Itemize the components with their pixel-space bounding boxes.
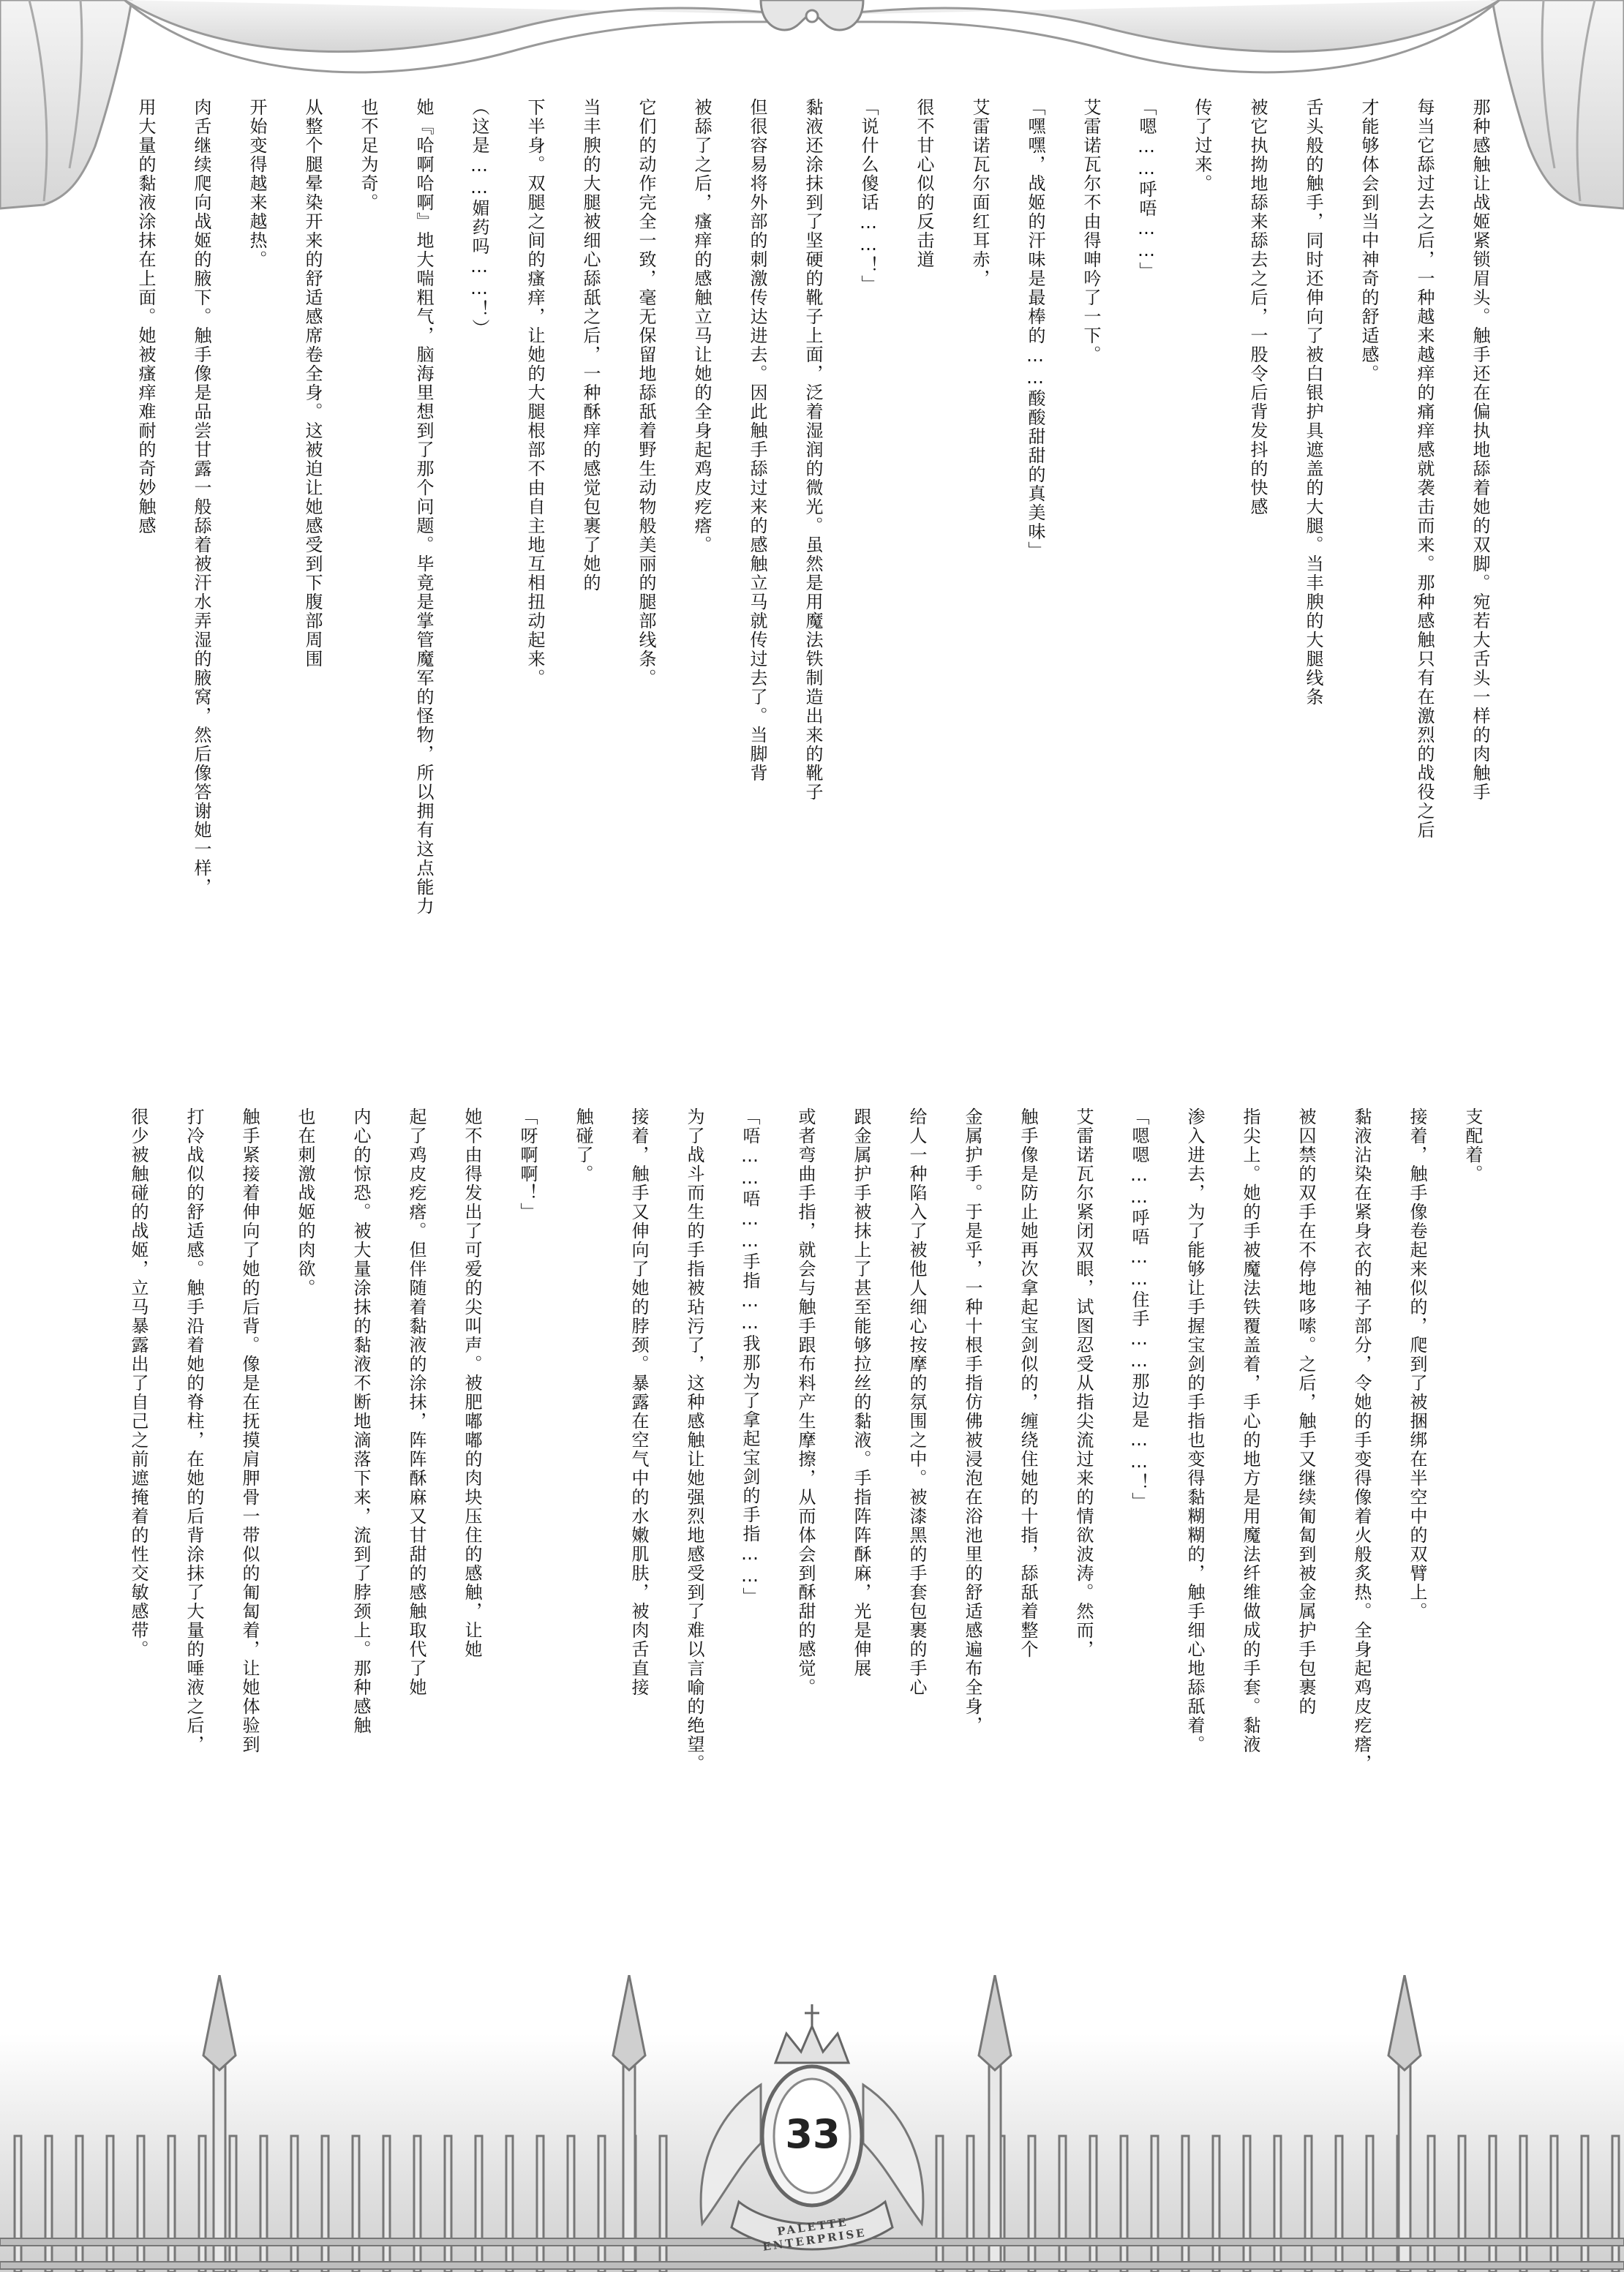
text-column: 跟金属护手被抹上了甚至能够拉丝的黏液。手指阵阵酥麻，光是伸展 (851, 1107, 871, 1678)
text-column: 传了过来。 (1192, 98, 1212, 193)
fence-bar (1551, 2136, 1557, 2272)
fence-bar (1274, 2136, 1281, 2272)
text-column: 触碰了。 (573, 1107, 593, 1184)
text-column: 或者弯曲手指，就会与触手跟布料产生摩擦，从而体会到酥甜的感觉。 (795, 1107, 816, 1697)
upper-text-block (128, 98, 1497, 1027)
fence-bar (260, 2136, 267, 2272)
fence-bar (1151, 2136, 1158, 2272)
text-column: 她不由得发出了可爱的尖叫声。被肥嘟嘟的肉块压住的感触，让她 (462, 1107, 482, 1659)
text-column: 当丰腴的大腿被细心舔舐之后，一种酥痒的感觉包裹了她的 (580, 98, 601, 593)
spear-tip (203, 1975, 236, 2070)
text-column: 艾雷诺瓦尔紧闭双眼，试图忍受从指尖流过来的情欲波涛。然而， (1073, 1107, 1094, 1659)
text-column: 支配着。 (1462, 1107, 1483, 1184)
fence-bar (1029, 2136, 1035, 2272)
fence-bar (1182, 2136, 1189, 2272)
fence-bar (1520, 2136, 1527, 2272)
fence-bar (1244, 2136, 1250, 2272)
text-column: 渗入进去，为了能够让手握宝剑的手指也变得黏糊糊的，触手细心地舔舐着。 (1184, 1107, 1205, 1754)
text-column: 每当它舔过去之后，一种越来越痒的痛痒感就袭击而来。那种感触只有在激烈的战役之后 (1414, 98, 1435, 840)
text-column: 很少被触碰的战姬，立马暴露出了自己之前遮掩着的性交敏感带。 (128, 1107, 149, 1659)
fence-bar (138, 2136, 144, 2272)
text-column: 接着，触手像卷起来似的，爬到了被捆绑在半空中的双臂上。 (1407, 1107, 1427, 1621)
text-column: 「唔……唔……手指……我那为了拿起宝剑的手指……」 (740, 1107, 760, 1606)
fence-bar (598, 2136, 605, 2272)
fence-bar (76, 2136, 83, 2272)
text-column: 肉舌继续爬向战姬的腋下。触手像是品尝甘露一般舔着被汗水弄湿的腋窝，然后像答谢她一样， (191, 98, 211, 897)
fence-bar (353, 2136, 359, 2272)
fence-bar (1059, 2136, 1066, 2272)
text-column: （这是……媚药吗……！） (469, 98, 489, 338)
fence-bar (414, 2136, 421, 2272)
fence-bar (230, 2136, 236, 2272)
fence-bar (1305, 2136, 1312, 2272)
fence-bar (1121, 2136, 1127, 2272)
fence-bar (1213, 2136, 1219, 2272)
text-column: 「说什么傻话……！」 (858, 98, 879, 294)
text-column: 舌头般的触手，同时还伸向了被白银护具遮盖的大腿。当丰腴的大腿线条 (1303, 98, 1323, 707)
text-column: 打冷战似的舒适感。触手沿着她的脊柱，在她的后背涂抹了大量的唾液之后， (184, 1107, 204, 1754)
fence-bar (475, 2136, 482, 2272)
fence-bar (660, 2136, 666, 2272)
text-column: 「嘿嘿，战姬的汗味是最棒的……酸酸甜甜的真美味」 (1025, 98, 1045, 560)
text-column: 很不甘心似的反击道 (914, 98, 934, 269)
text-column: 开始变得越来越热。 (247, 98, 267, 269)
text-column: 黏液沾染在紧身衣的袖子部分，令她的手变得像着火般炙热。全身起鸡皮疙瘩， (1351, 1107, 1372, 1773)
fence-bar (1612, 2136, 1619, 2272)
fence-bar (199, 2136, 206, 2272)
fence-bar (45, 2136, 52, 2272)
page-number: 33 (785, 2111, 841, 2157)
text-column: 下半身。双腿之间的瘙痒，让她的大腿根部不由自主地互相扭动起来。 (525, 98, 545, 688)
fence-bar (291, 2136, 298, 2272)
text-column: 但很容易将外部的刺激传达进去。因此触手舔过来的感触立马就传过去了。当脚背 (747, 98, 767, 783)
text-column: 用大量的黏液涂抹在上面。她被瘙痒难耐的奇妙触感 (135, 98, 156, 535)
text-column: 艾雷诺瓦尔不由得呻吟了一下。 (1080, 98, 1101, 364)
text-column: 触手紧接着伸向了她的后背。像是在抚摸肩胛骨一带似的匍匐着，让她体验到 (239, 1107, 260, 1754)
text-column: 接着，触手又伸向了她的脖颈。暴露在空气中的水嫩肌肤，被肉舌直接 (628, 1107, 649, 1697)
fence-bar (383, 2136, 390, 2272)
text-column: 内心的惊恐。被大量涂抹的黏液不断地滴落下来，流到了脖颈上。那种感触 (350, 1107, 371, 1735)
fence-bar (15, 2136, 21, 2272)
text-column: 从整个腿晕染开来的舒适感席卷全身。这被迫让她感受到下腹部周围 (302, 98, 323, 669)
fence-bar (1459, 2136, 1465, 2272)
fence-bar (322, 2136, 328, 2272)
fence-bar (107, 2136, 113, 2272)
text-column: 「嗯……呼唔……」 (1136, 98, 1157, 281)
fence-bar (445, 2136, 451, 2272)
text-column: 它们的动作完全一致，毫无保留地舔舐着野生动物般美丽的腿部线条。 (636, 98, 656, 688)
text-column: 为了战斗而生的手指被玷污了，这种感触让她强烈地感受到了难以言喻的绝望。 (684, 1107, 704, 1773)
text-column: 「呀啊啊！」 (517, 1107, 538, 1222)
spear-tip (979, 1975, 1011, 2070)
spear-tip (1388, 1975, 1421, 2070)
text-column: 触手像是防止她再次拿起宝剑似的，缠绕住她的十指，舔舐着整个 (1018, 1107, 1038, 1659)
text-column: 那种感触让战姬紧锁眉头。触手还在偏执地舔着她的双脚。宛若大舌头一样的肉触手 (1470, 98, 1490, 802)
text-column: 被它执拗地舔来舔去之后，一股令后背发抖的快感 (1247, 98, 1268, 516)
fence-bar (168, 2136, 175, 2272)
fence-bar (936, 2136, 943, 2272)
fence-bar (1367, 2136, 1373, 2272)
text-column: 起了鸡皮疙瘩。但伴随着黏液的涂抹，阵阵酥麻又甘甜的感触取代了她 (406, 1107, 426, 1697)
text-column: 指尖上。她的手被魔法铁覆盖着，手心的地方是用魔法纤维做成的手套。黏液 (1240, 1107, 1260, 1754)
spear-tip (613, 1975, 645, 2070)
text-column: 被舔了之后，瘙痒的感触立马让她的全身起鸡皮疙瘩。 (691, 98, 712, 554)
fence-bar (1428, 2136, 1435, 2272)
fence-bar (1489, 2136, 1496, 2272)
fence-bar (967, 2136, 974, 2272)
fence-bar (1090, 2136, 1097, 2272)
text-column: 也不足为奇。 (358, 98, 378, 212)
text-column: 艾雷诺瓦尔面红耳赤， (969, 98, 990, 288)
text-column: 「嗯嗯……呼唔……住手……那边是……！」 (1129, 1107, 1149, 1511)
lower-text-block (121, 1107, 1489, 1839)
text-column: 才能够体会到当中神奇的舒适感。 (1358, 98, 1379, 383)
fence-bar (537, 2136, 544, 2272)
fence-bar (506, 2136, 513, 2272)
fence-bar (1582, 2136, 1588, 2272)
publisher-mark: PALETTE ENTERPRISE (762, 2215, 868, 2254)
fence-bar (1336, 2136, 1342, 2272)
text-column: 被囚禁的双手在不停地哆嗦。之后，触手又继续匍匐到被金属护手包裹的 (1296, 1107, 1316, 1716)
text-column: 金属护手。于是乎，一种十根手指仿佛被浸泡在浴池里的舒适感遍布全身， (962, 1107, 982, 1735)
text-column: 黏液还涂抹到了坚硬的靴子上面，泛着湿润的微光。虽然是用魔法铁制造出来的靴子 (802, 98, 823, 802)
text-column: 给人一种陷入了被他人细心按摩的氛围之中。被漆黑的手套包裹的手心 (906, 1107, 927, 1697)
fence-bar (568, 2136, 574, 2272)
text-column: 她『哈啊哈啊』地大喘粗气，脑海里想到了那个问题。毕竟是掌管魔军的怪物，所以拥有这点能力 (413, 98, 434, 916)
text-column: 也在刺激战姬的肉欲。 (295, 1107, 315, 1298)
